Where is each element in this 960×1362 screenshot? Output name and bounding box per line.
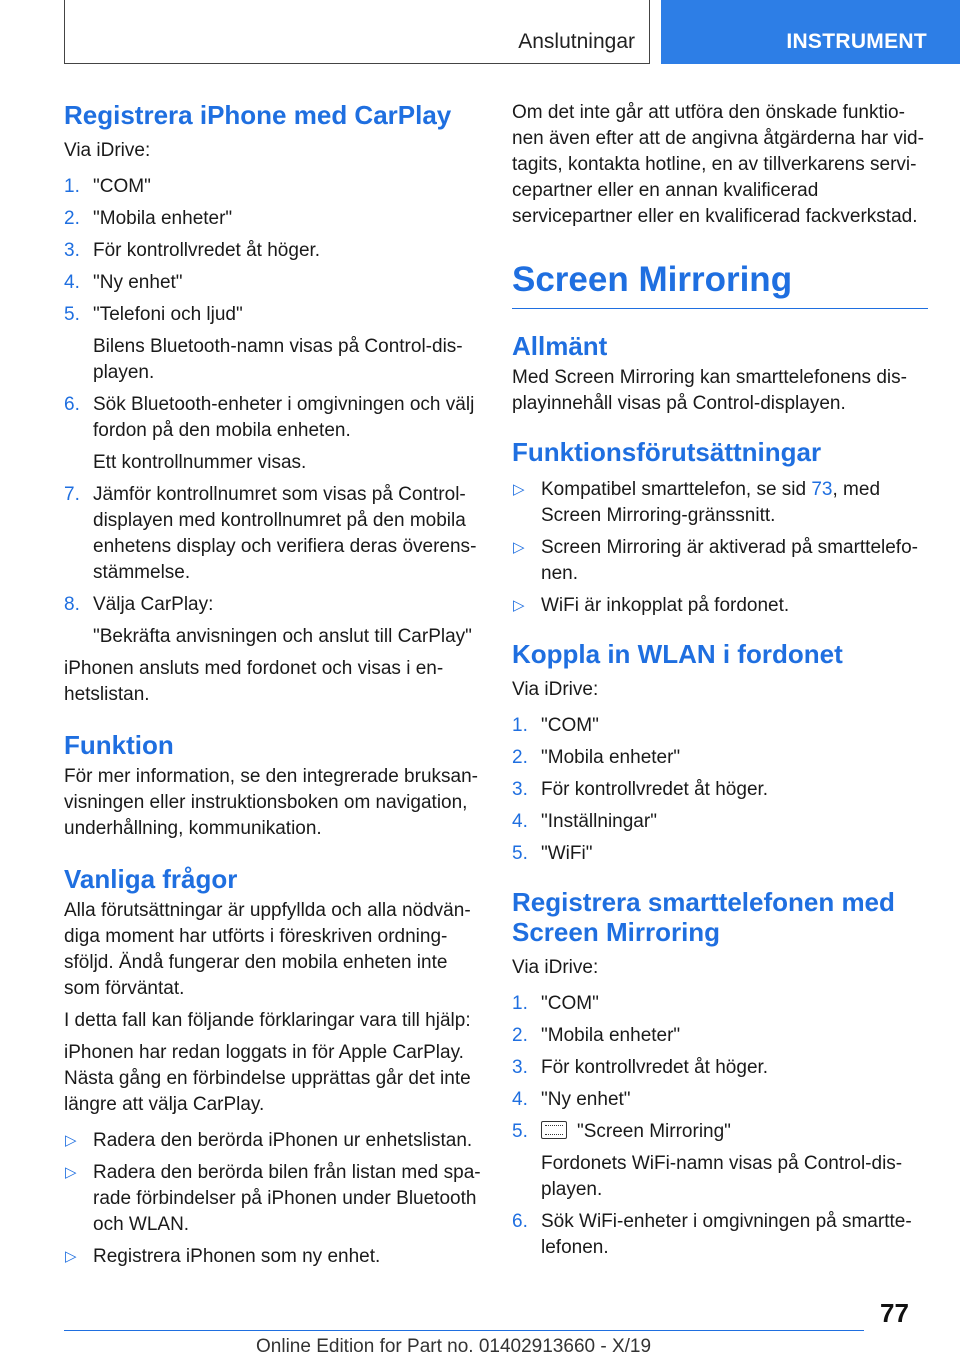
list-item: ▷ Registrera iPhonen som ny enhet. xyxy=(64,1244,482,1270)
left-column xyxy=(64,100,482,1276)
list-item: 5. "Screen Mirroring" Fordonets WiFi-namn visas på Control-displayen. xyxy=(512,1121,903,1200)
requirements-heading: Funktionsförutsättningar xyxy=(512,437,822,467)
header-section-tab xyxy=(64,0,650,64)
header-chapter-tab xyxy=(661,0,960,64)
list-item: 4. "Ny enhet" xyxy=(64,272,183,293)
faq-bullets xyxy=(64,1128,482,1270)
screen-mirroring-heading: Screen Mirroring xyxy=(512,260,793,299)
register-smartphone-heading: Registrera smarttelefonen med Screen Mirroring xyxy=(512,887,895,947)
carplay-result-text: iPhonen ansluts med fordonet och visas i enhetslistan. xyxy=(64,658,444,705)
list-item: 1. "COM" xyxy=(512,993,599,1014)
list-item: 6. Sök WiFi-enheter i omgivningen på smarttelefonen. xyxy=(512,1211,912,1258)
funktion-heading: Funktion xyxy=(64,730,174,760)
list-item: ▷ Kompatibel smarttelefon, se sid 73, med Screen Mirroring-gränssnitt. xyxy=(513,479,881,526)
list-item: 1. "COM" xyxy=(64,176,151,197)
list-item: ▷ Radera den berörda bilen från listan med sparade förbindelser på iPhonen under Bluetooth och WLAN. xyxy=(65,1162,481,1235)
list-item: 8. Välja CarPlay: "Bekräfta anvisningen och anslut till CarPlay" xyxy=(64,594,472,647)
right-column xyxy=(512,100,928,1267)
bullet-triangle-icon: ▷ xyxy=(65,1164,77,1181)
list-item: ▷ Radera den berörda iPhonen ur enhetslistan. xyxy=(64,1128,482,1154)
bullet-triangle-icon: ▷ xyxy=(513,539,525,556)
list-item: 4. "Inställningar" xyxy=(512,811,657,832)
list-item: 3. För kontrollvredet åt höger. xyxy=(64,240,321,261)
faq-heading: Vanliga frågor xyxy=(64,864,238,894)
wlan-steps xyxy=(512,713,928,867)
register-steps xyxy=(512,991,928,1261)
list-item: 3. För kontrollvredet åt höger. xyxy=(512,779,769,800)
bullet-triangle-icon: ▷ xyxy=(513,597,525,614)
allmant-text: Med Screen Mirroring kan smarttelefonens displayinnehåll visas på Control-displayen. xyxy=(512,367,907,414)
footer-divider xyxy=(64,1330,864,1331)
faq-paragraph: Alla förutsättningar är uppfyllda och alla nödvändiga moment har utförts i föreskriven ordningsföljd. Ändå fungerar den mobila enheten inte som förväntat. xyxy=(64,900,471,999)
list-item: 2. "Mobila enheter" xyxy=(64,208,233,229)
allmant-heading: Allmänt xyxy=(512,331,608,361)
faq-paragraph: I detta fall kan följande förklaringar vara till hjälp: xyxy=(64,1010,471,1031)
requirements-bullets xyxy=(512,477,928,619)
screen-mirroring-icon xyxy=(541,1121,567,1139)
via-idrive-text: Via iDrive: xyxy=(64,140,151,161)
list-item: 6. Sök Bluetooth-enheter i omgivningen och välj fordon på den mobila enheten. Ett kontrollnummer visas. xyxy=(64,394,475,473)
bullet-triangle-icon: ▷ xyxy=(65,1132,77,1149)
list-item: ▷ Screen Mirroring är aktiverad på smarttelefonen. xyxy=(513,537,918,584)
list-item: 5. "WiFi" xyxy=(512,843,593,864)
list-item: 2. "Mobila enheter" xyxy=(512,747,681,768)
footer-edition-text: Online Edition for Part no. 01402913660 - X/19 xyxy=(256,1336,652,1357)
list-item: 3. För kontrollvredet åt höger. xyxy=(512,1057,769,1078)
support-text: Om det inte går att utföra den önskade funktionen även efter att de angivna åtgärderna har vidtagits, kontakta hotline, en av tillverkarens servicepartner eller en annan kvalificerad servicepartner eller en kvalificerad fackverkstad. xyxy=(512,102,924,227)
list-item: 5. "Telefoni och ljud" Bilens Bluetooth-namn visas på Control-displayen. xyxy=(64,304,463,383)
page-reference-link[interactable]: 73 xyxy=(811,479,833,500)
list-item: 4. "Ny enhet" xyxy=(512,1089,631,1110)
wlan-heading: Koppla in WLAN i fordonet xyxy=(512,639,843,669)
bullet-triangle-icon: ▷ xyxy=(65,1248,77,1265)
via-idrive-text: Via iDrive: xyxy=(512,679,599,700)
faq-paragraph: iPhonen har redan loggats in för Apple CarPlay. Nästa gång en förbindelse upprättas går det inte längre att välja CarPlay. xyxy=(64,1042,471,1115)
list-item: 2. "Mobila enheter" xyxy=(512,1025,681,1046)
list-item: 1. "COM" xyxy=(512,715,599,736)
page-number: 77 xyxy=(880,1298,909,1328)
list-item: ▷ WiFi är inkopplat på fordonet. xyxy=(512,593,928,619)
header-chapter-label: INSTRUMENT xyxy=(786,30,927,53)
funktion-text: För mer information, se den integrerade bruksanvisningen eller instruktionsboken om navigation, underhållning, kommunikation. xyxy=(64,766,478,839)
list-item: 7. Jämför kontrollnumret som visas på Control-displayen med kontrollnumret på den mobila enhetens display och verifiera deras överensstämmelse. xyxy=(64,484,477,583)
screen-mirroring-title-block xyxy=(512,260,928,309)
carplay-steps xyxy=(64,174,482,650)
via-idrive-text: Via iDrive: xyxy=(512,957,599,978)
bullet-triangle-icon: ▷ xyxy=(513,481,525,498)
carplay-heading: Registrera iPhone med CarPlay xyxy=(64,100,452,130)
header-section-label: Anslutningar xyxy=(518,30,635,53)
